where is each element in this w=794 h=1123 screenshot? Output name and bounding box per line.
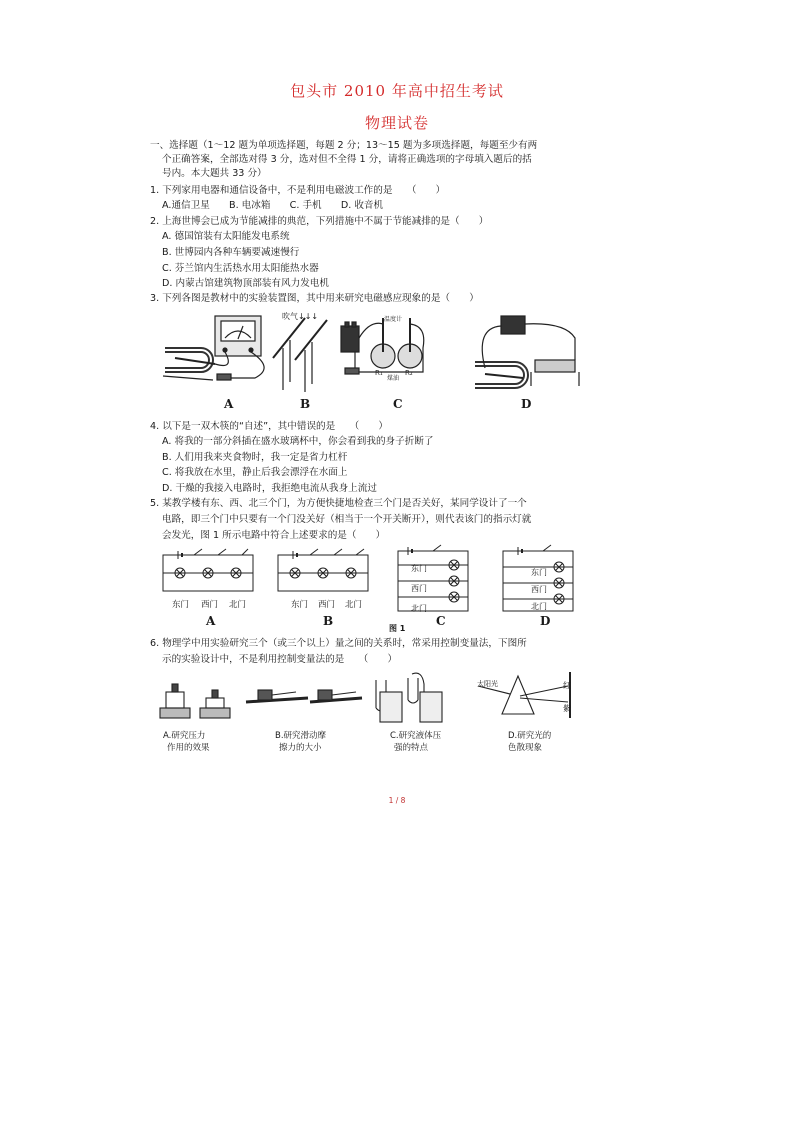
- q4-stem: 4. 以下是一双木筷的“自述”，其中错误的是 （ ）: [150, 421, 388, 432]
- q3-b-apparatus: [273, 318, 327, 392]
- q6-d-sunlight: 太阳光: [477, 680, 498, 688]
- q5-circuit-b: [278, 549, 368, 591]
- q3-label-c: C: [393, 397, 403, 411]
- q5-d-door-west: 西门: [531, 585, 547, 594]
- q5-figure-label: 图 1: [389, 624, 406, 633]
- q5-label-d: D: [540, 614, 551, 628]
- q3-c-apparatus: [341, 318, 424, 374]
- q6-caption-c-2: 强的特点: [394, 743, 429, 753]
- q5-label-b: B: [323, 614, 334, 628]
- q6-caption-c-1: C.研究液体压: [390, 731, 442, 741]
- q5-stem-3: 会发光，图 1 所示电路中符合上述要求的是（ ）: [162, 530, 386, 541]
- q2-option-d: D. 内蒙古馆建筑物顶部装有风力发电机: [162, 278, 329, 289]
- q6-d-violet: 紫: [563, 704, 571, 713]
- q6-caption-d-1: D.研究光的: [508, 731, 552, 741]
- q5-d-door-north: 北门: [531, 602, 547, 611]
- q4-option-c: C. 将我放在水里，静止后我会漂浮在水面上: [162, 467, 348, 478]
- q5-c-door-west: 西门: [411, 584, 427, 593]
- q5-circuit-a: [163, 549, 253, 591]
- q5-a-door-east: 东门: [172, 600, 190, 610]
- q5-circuit-c: [398, 545, 468, 611]
- q5-a-door-west: 西门: [201, 600, 219, 610]
- section-intro-line-2: 个正确答案，全部选对得 3 分，选对但不全得 1 分，请将正确选项的字母填入题后的括: [162, 154, 532, 165]
- q6-a-apparatus: [160, 684, 230, 718]
- q5-label-a: A: [206, 614, 216, 628]
- q3-b-text: 吹气↓↓↓: [282, 312, 319, 321]
- exam-subtitle: 物理试卷: [364, 114, 429, 132]
- q2-option-c: C. 芬兰馆内生活热水用太阳能热水器: [162, 263, 319, 274]
- q3-c-r2: R₂: [405, 369, 413, 377]
- q3-label-a: A: [224, 397, 234, 411]
- q6-figure: [158, 668, 578, 726]
- q5-a-door-north: 北门: [229, 600, 247, 610]
- q5-c-door-east: 东门: [411, 564, 427, 573]
- q6-d-red: 红: [563, 681, 571, 690]
- q4-option-d: D. 干燥的我接入电路时，我拒绝电流从我身上流过: [162, 483, 377, 494]
- q5-figure: [158, 543, 578, 623]
- q6-caption-a-1: A.研究压力: [163, 731, 206, 741]
- q6-b-apparatus: [246, 690, 362, 702]
- q5-label-c: C: [436, 614, 446, 628]
- q5-b-door-east: 东门: [291, 600, 309, 610]
- q4-option-a: A. 将我的一部分斜插在盛水玻璃杯中，你会看到我的身子折断了: [162, 436, 434, 447]
- q4-option-b: B. 人们用我来夹食物时，我一定是省力杠杆: [162, 452, 348, 463]
- q2-option-b: B. 世博园内各种车辆要减速慢行: [162, 247, 300, 258]
- q5-stem-1: 5. 某教学楼有东、西、北三个门，为方便快捷地检查三个门是否关好，某同学设计了一个: [150, 498, 527, 509]
- q3-c-r1: R₁: [375, 369, 383, 377]
- q3-a-apparatus: [163, 316, 264, 380]
- q6-caption-d-2: 色散现象: [508, 743, 543, 753]
- q5-b-door-west: 西门: [318, 600, 336, 610]
- q6-stem-2: 示的实验设计中，不是利用控制变量法的是 （ ）: [162, 654, 398, 665]
- q1-stem: 1. 下列家用电器和通信设备中，不是利用电磁波工作的是 （ ）: [150, 185, 446, 196]
- q5-d-door-east: 东门: [531, 568, 547, 577]
- q3-c-oil: 煤油: [387, 375, 400, 382]
- q6-caption-b-1: B.研究滑动摩: [275, 731, 327, 741]
- q5-stem-2: 电路，即三个门中只要有一个门没关好（相当于一个开关断开），则代表该门的指示灯就: [162, 514, 532, 525]
- q3-label-d: D: [521, 397, 532, 411]
- q5-b-door-north: 北门: [345, 600, 363, 610]
- page-number: 1 / 8: [388, 796, 406, 805]
- exam-title: 包头市 2010 年高中招生考试: [290, 82, 504, 100]
- q3-stem: 3. 下列各图是教材中的实验装置图，其中用来研究电磁感应现象的是（ ）: [150, 293, 479, 304]
- q6-stem-1: 6. 物理学中用实验研究三个（或三个以上）量之间的关系时，常采用控制变量法，下图所: [150, 638, 527, 649]
- section-intro-line-3: 号内。本大题共 33 分）: [162, 168, 267, 179]
- q6-caption-b-2: 擦力的大小: [279, 743, 322, 753]
- q6-c-apparatus: [376, 673, 442, 722]
- q1-options: A.通信卫星 B. 电冰箱 C. 手机 D. 收音机: [162, 200, 384, 211]
- q3-label-b: B: [300, 397, 311, 411]
- q3-c-text: 温度计: [384, 316, 403, 323]
- q5-c-door-north: 北门: [411, 604, 427, 613]
- q6-caption-a-2: 作用的效果: [167, 743, 210, 753]
- q2-stem: 2. 上海世博会已成为节能减排的典范，下列措施中不属于节能减排的是（ ）: [150, 216, 489, 227]
- section-intro-line-1: 一、选择题（1～12 题为单项选择题，每题 2 分；13～15 题为多项选择题，每题至少有两: [150, 140, 538, 151]
- q3-d-apparatus: [475, 316, 579, 386]
- q2-option-a: A. 德国馆装有太阳能发电系统: [162, 231, 290, 242]
